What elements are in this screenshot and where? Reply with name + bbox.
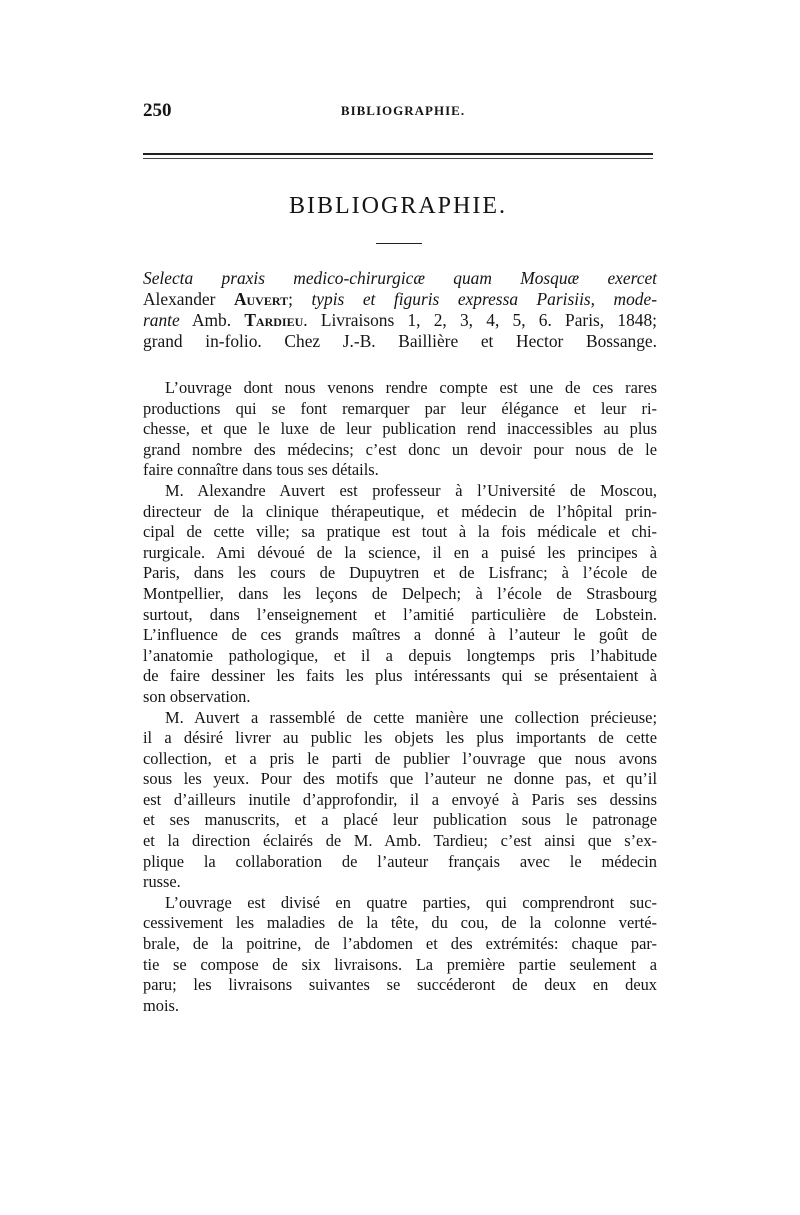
body-line: il a désiré livrer au public les objets les plus importants de cette — [143, 728, 657, 748]
citation-author: Auvert — [233, 289, 289, 309]
body-line: et la direction éclairés de M. Amb. Tardieu; c’est ainsi que s’ex- — [143, 831, 657, 851]
body-line: L’influence de ces grands maîtres a donné à l’auteur le goût de — [143, 625, 657, 645]
body-line: faire connaître dans tous ses détails. — [143, 460, 379, 480]
running-head: BIBLIOGRAPHIE. — [340, 103, 466, 118]
body-line: L’ouvrage dont nous venons rendre compte est une de ces rares — [165, 378, 657, 397]
body-line: tie se compose de six livraisons. La première partie seulement a — [143, 954, 657, 974]
header-rule-thin — [143, 158, 653, 159]
review-body — [143, 378, 657, 1016]
body-line: de faire dessiner les faits les plus intéressants qui se présentaient à — [143, 666, 657, 686]
header-rule — [143, 153, 653, 155]
body-line: rurgicale. Ami dévoué de la science, il en a puisé les principes à — [143, 542, 657, 562]
section-title: BIBLIOGRAPHIE. — [289, 193, 507, 219]
body-line: sous les yeux. Pour des motifs que l’auteur ne donne pas, et qu’il — [143, 769, 657, 789]
bibliographic-citation — [143, 268, 657, 352]
body-line: cipal de cette ville; sa pratique est tout à la fois médicale et chi- — [143, 522, 657, 542]
body-line: chesse, et que le luxe de leur publication rend inaccessibles au plus — [143, 419, 657, 439]
page-header — [143, 100, 663, 130]
page-number: 250 — [143, 100, 172, 121]
body-line: Paris, dans les cours de Dupuytren et de Lisfranc; à l’école de — [143, 563, 657, 583]
body-line: mois. — [143, 995, 179, 1015]
title-divider — [376, 243, 422, 244]
body-line: surtout, dans l’enseignement et l’amitié particulière de Lobstein. — [143, 604, 657, 624]
body-line: collection, et a pris le parti de publier l’ouvrage que nous avons — [143, 748, 657, 768]
citation-editor: Tardieu — [244, 310, 304, 330]
body-line: directeur de la clinique thérapeutique, et médecin de l’hôpital prin- — [143, 501, 657, 521]
body-line: L’ouvrage est divisé en quatre parties, qui comprendront suc- — [165, 892, 657, 912]
body-line: M. Alexandre Auvert est professeur à l’Université de Moscou, — [165, 480, 657, 500]
body-line: Montpellier, dans les leçons de Delpech; à l’école de Strasbourg — [143, 583, 657, 603]
body-line: son observation. — [143, 686, 251, 706]
citation-line-1: Selecta praxis medico-chirurgicæ quam Mosquæ exercet — [143, 268, 657, 288]
body-line: paru; les livraisons suivantes se succéderont de deux en deux — [143, 975, 657, 995]
body-line: productions qui se font remarquer par leur élégance et leur ri- — [143, 398, 657, 418]
body-line: et ses manuscrits, et a placé leur publication sous le patronage — [143, 810, 657, 830]
body-line: est d’ailleurs inutile d’approfondir, il a envoyé à Paris ses dessins — [143, 789, 657, 809]
body-line: brale, de la poitrine, de l’abdomen et des extrémités: chaque par- — [143, 934, 657, 954]
citation-line-4: grand in-folio. Chez J.-B. Baillière et Hector Bossange. — [143, 331, 657, 351]
citation-line-2: Alexander Auvert; typis et figuris expressa Parisiis, mode- — [143, 289, 658, 309]
body-line: l’anatomie pathologique, et il a depuis longtemps pris l’habitude — [143, 645, 657, 665]
body-line: russe. — [143, 872, 181, 892]
body-line: grand nombre des médecins; c’est donc un devoir pour nous de le — [143, 439, 657, 459]
body-line: cessivement les maladies de la tête, du cou, de la colonne verté- — [143, 913, 657, 933]
body-line: plique la collaboration de l’auteur français avec le médecin — [143, 851, 657, 871]
body-line: M. Auvert a rassemblé de cette manière une collection précieuse; — [165, 707, 657, 727]
citation-line-3: rante Amb. Tardieu. Livraisons 1, 2, 3, 4, 5, 6. Paris, 1848; — [143, 310, 657, 330]
